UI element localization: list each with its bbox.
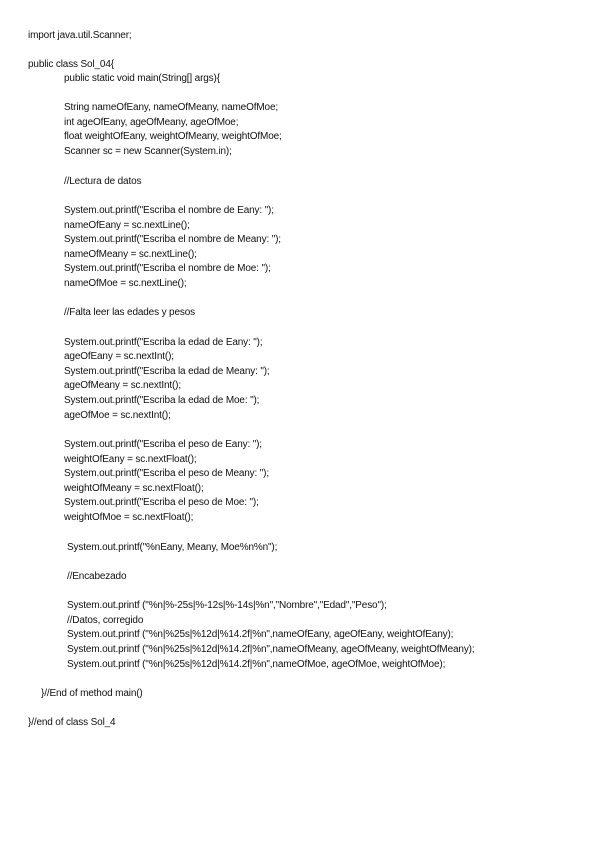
code-line: float weightOfEany, weightOfMeany, weightOfMoe; bbox=[64, 131, 282, 142]
code-line: System.out.printf("Escriba el nombre de Moe: "); bbox=[64, 263, 271, 274]
code-line: System.out.printf ("%n|%25s|%12d|%14.2f|%n",nameOfMeany, ageOfMeany, weightOfMeany); bbox=[67, 644, 475, 655]
code-line: import java.util.Scanner; bbox=[28, 30, 132, 41]
code-line: ageOfMeany = sc.nextInt(); bbox=[64, 380, 181, 391]
code-line: nameOfMeany = sc.nextLine(); bbox=[64, 249, 197, 260]
code-line: System.out.printf ("%n|%-25s|%-12s|%-14s|%n","Nombre","Edad","Peso"); bbox=[67, 600, 387, 611]
code-line: Scanner sc = new Scanner(System.in); bbox=[64, 146, 232, 157]
code-comment: //Falta leer las edades y pesos bbox=[64, 307, 195, 318]
code-comment: //Encabezado bbox=[67, 571, 127, 582]
code-line: public static void main(String[] args){ bbox=[64, 73, 220, 84]
code-line: System.out.printf ("%n|%25s|%12d|%14.2f|%n",nameOfMoe, ageOfMoe, weightOfMoe); bbox=[67, 659, 446, 670]
code-line: System.out.printf("Escriba el nombre de Meany: "); bbox=[64, 234, 281, 245]
code-line: System.out.printf("Escriba la edad de Meany: "); bbox=[64, 366, 270, 377]
code-line: System.out.printf("Escriba la edad de Moe: "); bbox=[64, 395, 260, 406]
code-comment: //Lectura de datos bbox=[64, 176, 142, 187]
code-line: }//End of method main() bbox=[41, 688, 143, 699]
code-line: ageOfEany = sc.nextInt(); bbox=[64, 351, 174, 362]
code-line: ageOfMoe = sc.nextInt(); bbox=[64, 410, 171, 421]
code-line: weightOfEany = sc.nextFloat(); bbox=[64, 454, 197, 465]
code-line: public class Sol_04{ bbox=[28, 59, 114, 70]
code-line: }//end of class Sol_4 bbox=[28, 717, 116, 728]
code-line: System.out.printf("Escriba el peso de Eany: "); bbox=[64, 439, 262, 450]
code-line: weightOfMeany = sc.nextFloat(); bbox=[64, 483, 204, 494]
code-line: nameOfEany = sc.nextLine(); bbox=[64, 220, 190, 231]
code-line: weightOfMoe = sc.nextFloat(); bbox=[64, 512, 194, 523]
code-line: System.out.printf ("%n|%25s|%12d|%14.2f|%n",nameOfEany, ageOfEany, weightOfEany); bbox=[67, 629, 454, 640]
code-line: System.out.printf("Escriba el peso de Meany: "); bbox=[64, 468, 269, 479]
code-line: System.out.printf("%nEany, Meany, Moe%n%n"); bbox=[67, 542, 278, 553]
code-line: int ageOfEany, ageOfMeany, ageOfMoe; bbox=[64, 117, 239, 128]
code-line: System.out.printf("Escriba la edad de Eany: "); bbox=[64, 337, 263, 348]
code-comment: //Datos, corregido bbox=[67, 615, 144, 626]
code-line: System.out.printf("Escriba el nombre de Eany: "); bbox=[64, 205, 274, 216]
code-line: System.out.printf("Escriba el peso de Moe: "); bbox=[64, 497, 259, 508]
code-line: String nameOfEany, nameOfMeany, nameOfMoe; bbox=[64, 102, 278, 113]
code-line: nameOfMoe = sc.nextLine(); bbox=[64, 278, 187, 289]
